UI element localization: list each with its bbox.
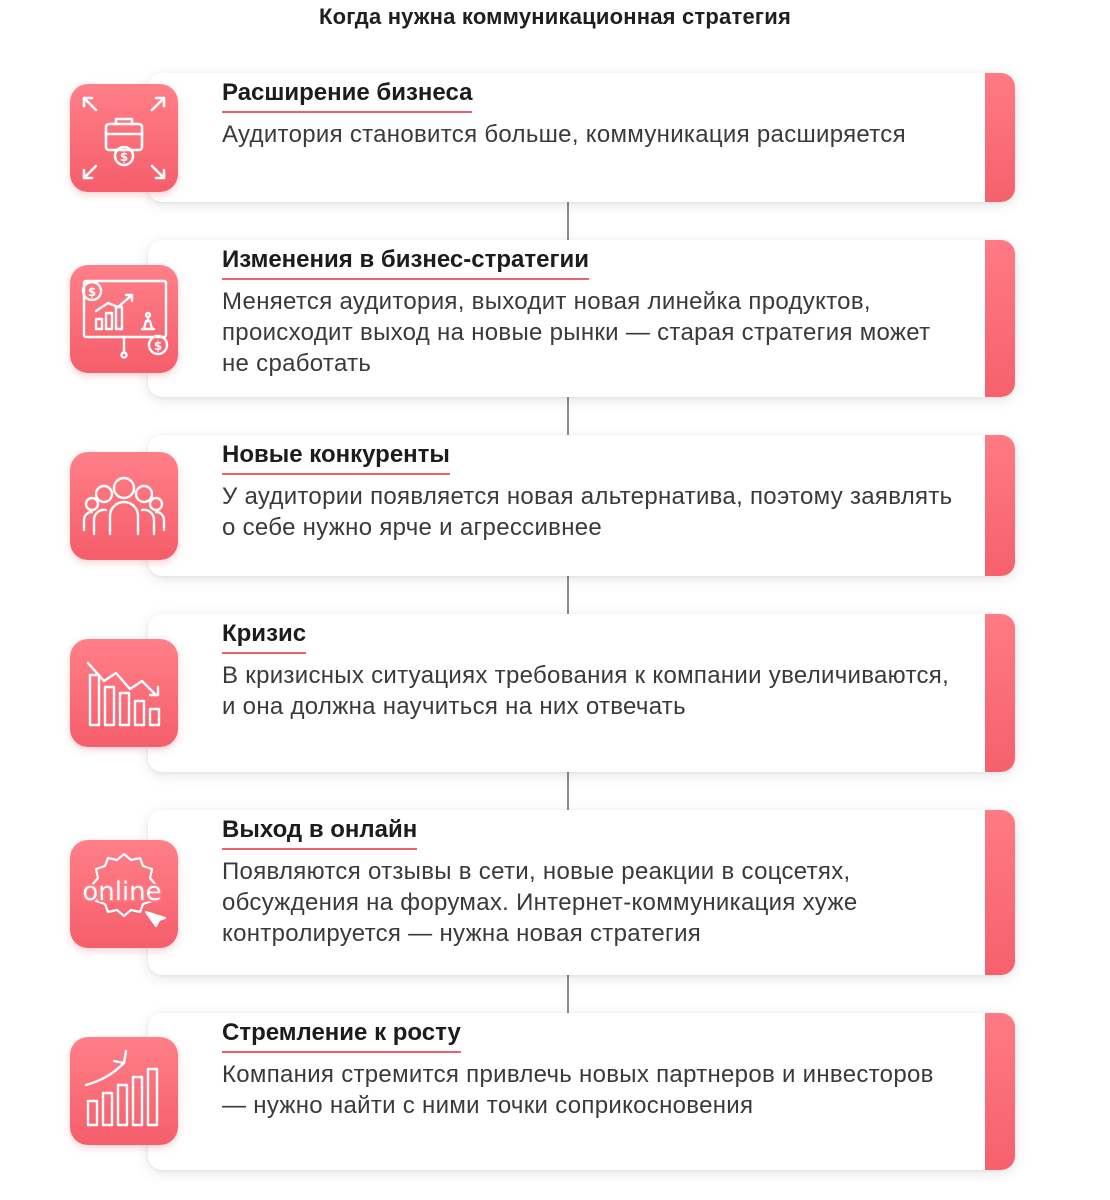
card-accent-bar (985, 810, 1015, 975)
connector-line (567, 576, 569, 614)
card-crisis (148, 614, 1015, 772)
page-title: Когда нужна коммуникационная стратегия (318, 4, 792, 29)
connector-line (567, 772, 569, 810)
card-new-competitors (148, 435, 1015, 576)
card-text: Появляются отзывы в сети, новые реакции в соцсетях, обсуждения на форумах. Интернет-коммуникация хуже контролируется — нужна новая стратегия (222, 858, 858, 947)
card-title: Стремление к росту (222, 1019, 461, 1053)
card-growth (148, 1013, 1015, 1170)
svg-text:$: $ (153, 339, 163, 353)
card-accent-bar (985, 240, 1015, 397)
connector-line (567, 397, 569, 435)
svg-text:$: $ (87, 285, 97, 299)
card-accent-bar (985, 614, 1015, 772)
card-going-online (148, 810, 1015, 975)
online-badge-icon (70, 840, 178, 948)
card-title: Расширение бизнеса (222, 79, 472, 113)
card-strategy-changes (148, 240, 1015, 397)
card-text: Меняется аудитория, выходит новая линейка продуктов, происходит выход на новые рынки — старая стратегия может не сработать (222, 288, 931, 377)
briefcase-expand-icon (70, 84, 178, 192)
card-title: Новые конкуренты (222, 441, 450, 475)
card-accent-bar (985, 1013, 1015, 1170)
card-accent-bar (985, 73, 1015, 202)
card-title: Кризис (222, 620, 306, 654)
card-text: Аудитория становится больше, коммуникация расширяется (222, 121, 906, 148)
card-text: В кризисных ситуациях требования к компании увеличиваются, и она должна научиться на них отвечать (222, 662, 950, 720)
svg-text:online: online (82, 877, 162, 907)
card-text: Компания стремится привлечь новых партнеров и инвесторов — нужно найти с ними точки соприкосновения (222, 1061, 934, 1119)
people-group-icon (70, 452, 178, 560)
card-business-expansion (148, 73, 1015, 202)
declining-chart-icon (70, 639, 178, 747)
card-accent-bar (985, 435, 1015, 576)
connector-line (567, 975, 569, 1013)
card-title: Изменения в бизнес-стратегии (222, 246, 589, 280)
growth-chart-icon (70, 1037, 178, 1145)
card-title: Выход в онлайн (222, 816, 417, 850)
card-text: У аудитории появляется новая альтернатива, поэтому заявлять о себе нужно ярче и агрессивнее (222, 483, 953, 541)
connector-line (567, 202, 569, 240)
strategy-board-icon (70, 265, 178, 373)
svg-text:$: $ (119, 150, 129, 164)
